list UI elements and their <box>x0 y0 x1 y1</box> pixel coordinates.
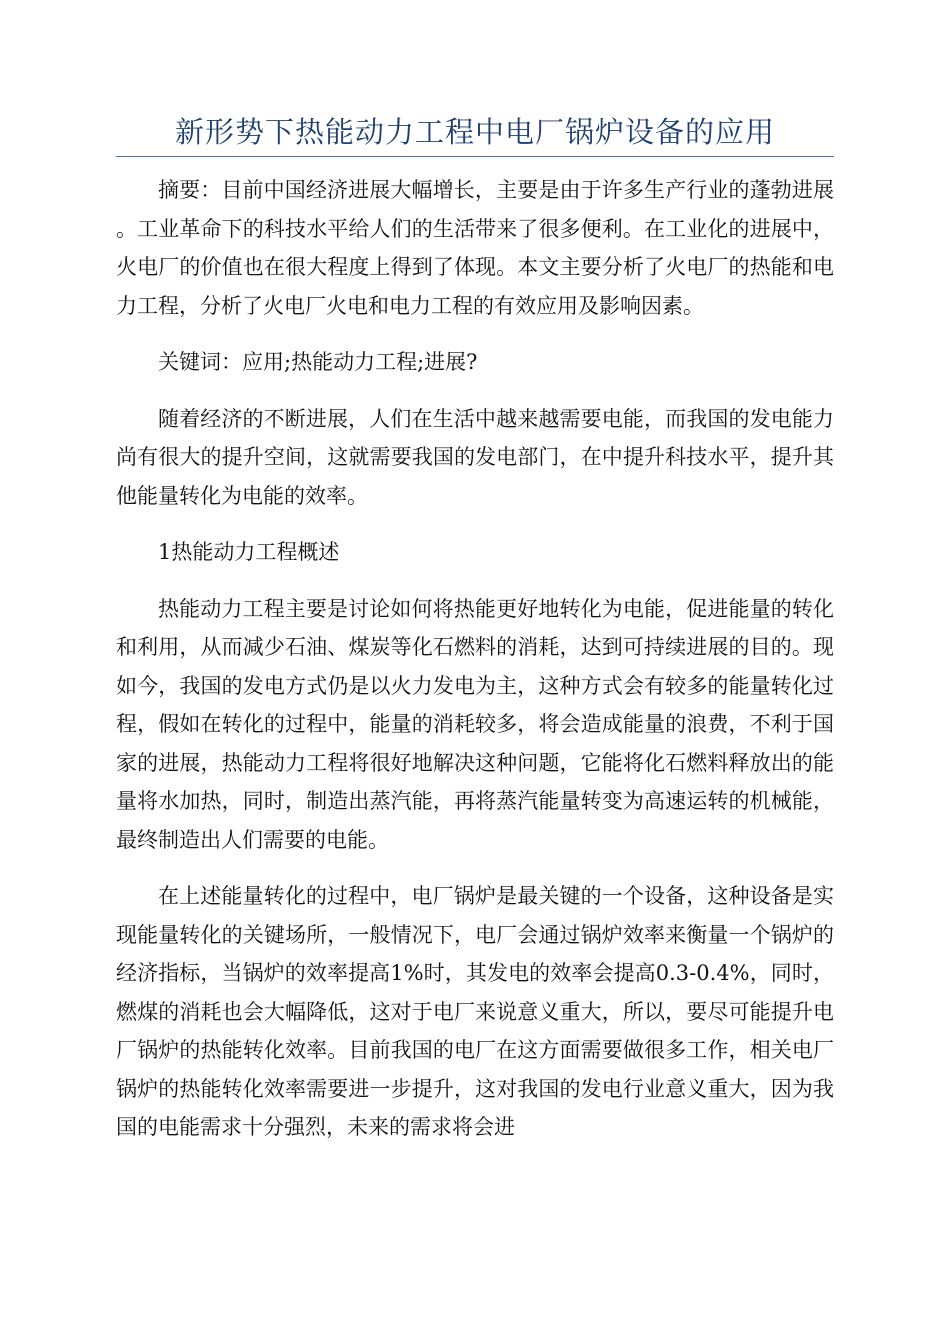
body-paragraph: 热能动力工程主要是讨论如何将热能更好地转化为电能，促进能量的转化和利用，从而减少石油、煤炭等化石燃料的消耗，达到可持续进展的目的。现如今，我国的发电方式仍是以火力发电为主，这种方式会有较多的能量转化过程，假如在转化的过程中，能量的消耗较多，将会造成能量的浪费，不利于国家的进展，热能动力工程将很好地解决这种问题，它能将化石燃料释放出的能量将水加热，同时，制造出蒸汽能，再将蒸汽能量转变为高速运转的机械能，最终制造出人们需要的电能。 <box>116 596 834 852</box>
body-paragraph: 在上述能量转化的过程中，电厂锅炉是最关键的一个设备，这种设备是实现能量转化的关键场所，一般情况下，电厂会通过锅炉效率来衡量一个锅炉的经济指标，当锅炉的效率提高1%时，其发电的效率会提高0.3-0.4%，同时，燃煤的消耗也会大幅降低，这对于电厂来说意义重大，所以，要尽可能提升电厂锅炉的热能转化效率。目前我国的电厂在这方面需要做很多工作，相关电厂锅炉的热能转化效率需要进一步提升，这对我国的发电行业意义重大，因为我国的电能需求十分强烈，未来的需求将会进 <box>116 884 834 1139</box>
abstract-paragraph: 摘要：目前中国经济进展大幅增长，主要是由于许多生产行业的蓬勃进展。工业革命下的科技水平给人们的生活带来了很多便利。在工业化的进展中，火电厂的价值也在很大程度上得到了体现。本文主要分析了火电厂的热能和电力工程，分析了火电厂火电和电力工程的有效应用及影响因素。 <box>116 178 834 318</box>
document-body <box>116 171 834 1165</box>
section-heading: 1热能动力工程概述 <box>158 540 340 564</box>
keywords-paragraph: 关键词：应用;热能动力工程;进展? <box>158 350 478 374</box>
title-block <box>116 112 834 157</box>
document-title: 新形势下热能动力工程中电厂锅炉设备的应用 <box>174 115 775 149</box>
intro-paragraph: 随着经济的不断进展，人们在生活中越来越需要电能，而我国的发电能力尚有很大的提升空间，这就需要我国的发电部门，在中提升科技水平，提升其他能量转化为电能的效率。 <box>116 406 834 508</box>
